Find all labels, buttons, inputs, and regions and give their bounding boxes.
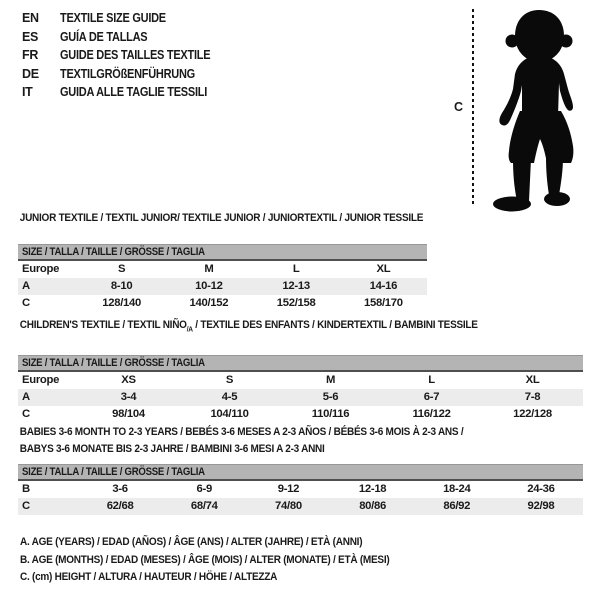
size-value: 86/92 [443,500,471,512]
size-value: 92/98 [527,500,555,512]
row-label: A [22,391,30,404]
children-size-table [18,355,583,423]
size-value: 68/74 [190,500,218,512]
children-title-sub: /A [186,324,193,334]
children-title-pre: CHILDREN'S TEXTILE / TEXTIL NIÑO [19,319,187,331]
size-value: 9-12 [277,483,300,495]
legend-line: B. AGE (MONTHS) / EDAD (MESES) / ÂGE (MOIS) / ALTER (MONATE) / ETÀ (MESI) [20,553,390,566]
language-row [22,9,231,28]
children-title [18,318,515,336]
size-value: 122/128 [513,408,552,421]
size-value: 62/68 [106,500,134,512]
babies-size-table [18,464,583,515]
size-value: 14-16 [369,280,398,292]
language-row [22,28,231,47]
junior-size-table [18,244,427,312]
table-row [18,481,583,498]
size-value: 116/122 [412,408,451,421]
language-code: FR [22,48,39,63]
language-row [22,65,231,84]
row-label: B [22,483,30,495]
language-code: IT [22,85,33,100]
size-value: L [292,263,300,275]
size-header-bar [18,245,427,261]
size-header-text: SIZE / TALLA / TAILLE / GRÖSSE / TAGLIA [22,357,205,370]
size-value: M [325,374,336,387]
size-value: 24-36 [527,483,555,495]
babies-title-line-2: BABYS 3-6 MONATE BIS 2-3 JAHRE / BAMBINI 3-6 MESI A 2-3 ANNI [19,443,325,455]
size-value: 3-4 [120,391,137,404]
table-row [18,261,427,278]
junior-title: JUNIOR TEXTILE / TEXTIL JUNIOR/ TEXTILE JUNIOR / JUNIORTEXTIL / JUNIOR TESSILE [19,212,424,224]
table-row [18,372,583,389]
children-section [18,318,583,423]
size-value: 5-6 [322,391,339,404]
table-row [18,278,427,295]
size-value: XL [376,263,391,275]
size-value: XS [121,374,136,387]
size-value: 98/104 [112,408,145,421]
size-value: XL [525,374,540,387]
size-value: 104/110 [210,408,249,421]
legend-line: A. AGE (YEARS) / EDAD (AÑOS) / ÂGE (ANS) / ALTER (JAHRE) / ETÀ (ANNI) [20,536,363,548]
size-value: 18-24 [443,483,471,495]
size-value: M [204,263,214,275]
legend [20,534,440,587]
table-row [18,295,427,312]
size-value: L [428,374,435,387]
language-row [22,46,231,65]
size-value: 128/140 [102,297,141,309]
size-header-text: SIZE / TALLA / TAILLE / GRÖSSE / TAGLIA [22,246,205,258]
babies-section [18,424,583,515]
height-measure-label: C [454,100,463,114]
junior-section [18,211,427,312]
size-header-text: SIZE / TALLA / TAILLE / GRÖSSE / TAGLIA [22,466,205,478]
children-title-post: / TEXTILE DES ENFANTS / KINDERTEXTIL / BAMBINI TESSILE [192,319,478,331]
row-label: Europe [22,374,60,387]
height-measure-line [472,9,474,207]
size-value: 110/116 [311,408,350,421]
guide-title: GUIDE DES TAILLES TEXTILE [60,48,211,63]
table-row [18,389,583,406]
size-value: 12-13 [282,280,310,292]
language-row [22,83,231,102]
language-code: ES [22,29,39,44]
size-value: 152/158 [276,297,316,309]
language-header [22,9,231,102]
language-code: DE [22,66,39,81]
size-value: 158/170 [364,297,403,309]
size-value: 10-12 [195,280,223,292]
table-row [18,498,583,515]
guide-title: GUÍA DE TALLAS [60,29,148,44]
size-value: 6-9 [196,483,212,495]
size-header-bar [18,465,583,481]
guide-title: TEXTILE SIZE GUIDE [60,11,166,26]
size-value: S [225,374,234,387]
row-label: Europe [22,263,60,275]
size-value: 12-18 [358,483,387,495]
size-value: 7-8 [524,391,541,404]
language-code: EN [22,11,39,26]
row-label: C [22,297,30,309]
size-value: 74/80 [275,500,302,512]
guide-title: GUIDA ALLE TAGLIE TESSILI [60,85,208,100]
legend-line: C. (cm) HEIGHT / ALTURA / HAUTEUR / HÖHE / ALTEZZA [20,571,278,584]
size-value: S [118,263,126,275]
guide-title: TEXTILGRÖßENFÜHRUNG [60,66,195,81]
size-value: 80/86 [359,500,386,512]
size-value: 140/152 [189,297,229,309]
table-row [18,406,583,423]
babies-title-line-1: BABIES 3-6 MONTH TO 2-3 YEARS / BEBÉS 3-6 MESES A 2-3 AÑOS / BÉBÉS 3-6 MOIS À 2-3 ANS / [19,426,464,438]
size-value: 3-6 [112,483,128,495]
baby-silhouette-icon [486,5,598,212]
row-label: A [22,280,30,292]
babies-title [18,424,515,458]
row-label: C [22,500,30,512]
size-value: 8-10 [110,280,133,292]
row-label: C [22,408,30,421]
size-header-bar [18,356,583,372]
size-value: 6-7 [423,391,440,404]
size-value: 4-5 [221,391,238,404]
